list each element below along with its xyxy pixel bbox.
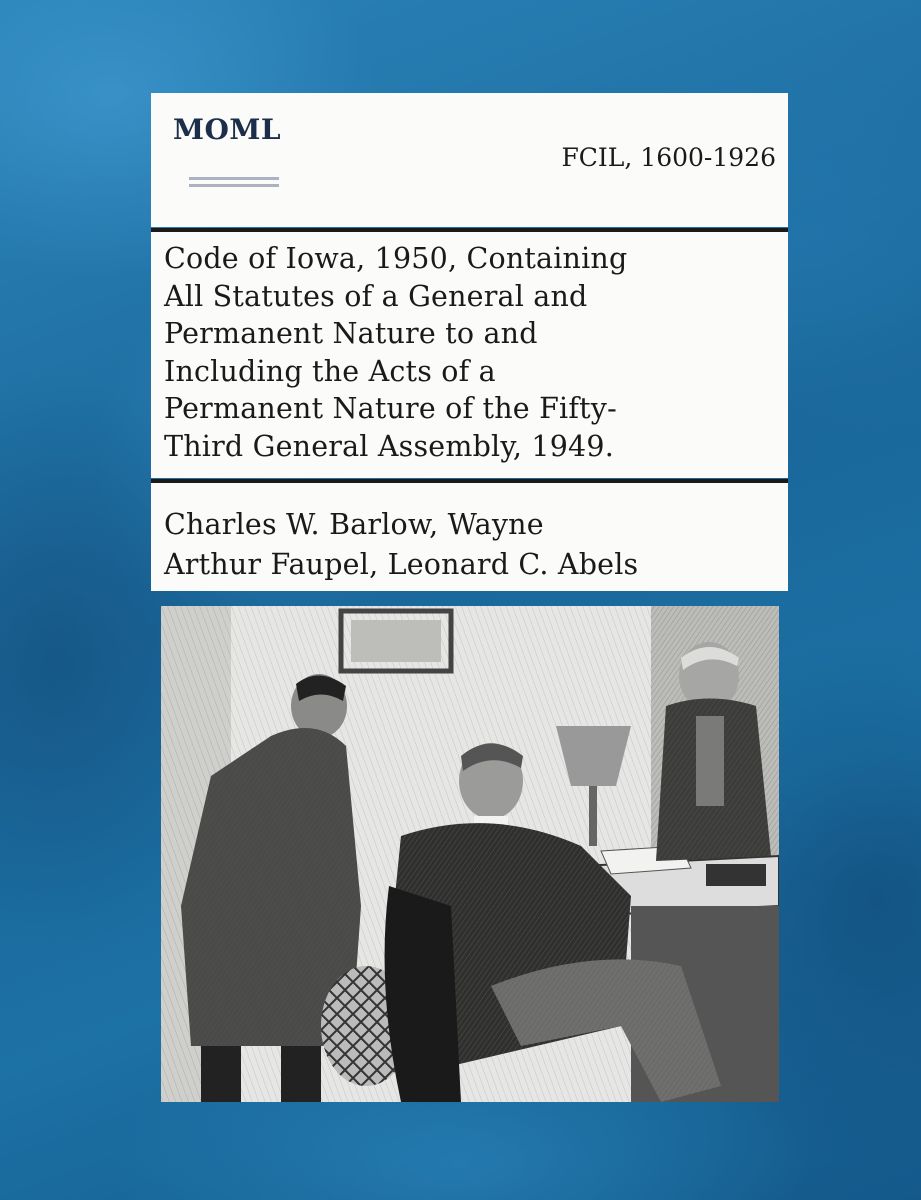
publisher-header (151, 93, 788, 227)
logo-text: MOML (173, 113, 282, 146)
series-label: FCIL, 1600-1926 (561, 143, 776, 172)
book-authors: Charles W. Barlow, Wayne Arthur Faupel, Leonard C. Abels (164, 508, 639, 581)
logo-lines-icon (189, 177, 279, 191)
book-title: Code of Iowa, 1950, Containing All Statutes of a General and Permanent Nature to and Including the Acts of a Permanent Nature of the Fifty- Third General Assembly, 1949. (164, 242, 628, 463)
logo-shadow-icon (173, 147, 281, 169)
title-panel (151, 232, 788, 478)
moml-logo (171, 113, 291, 203)
author-panel (151, 483, 788, 591)
cover-illustration (161, 606, 779, 1102)
engraving-illustration-icon (161, 606, 779, 1102)
